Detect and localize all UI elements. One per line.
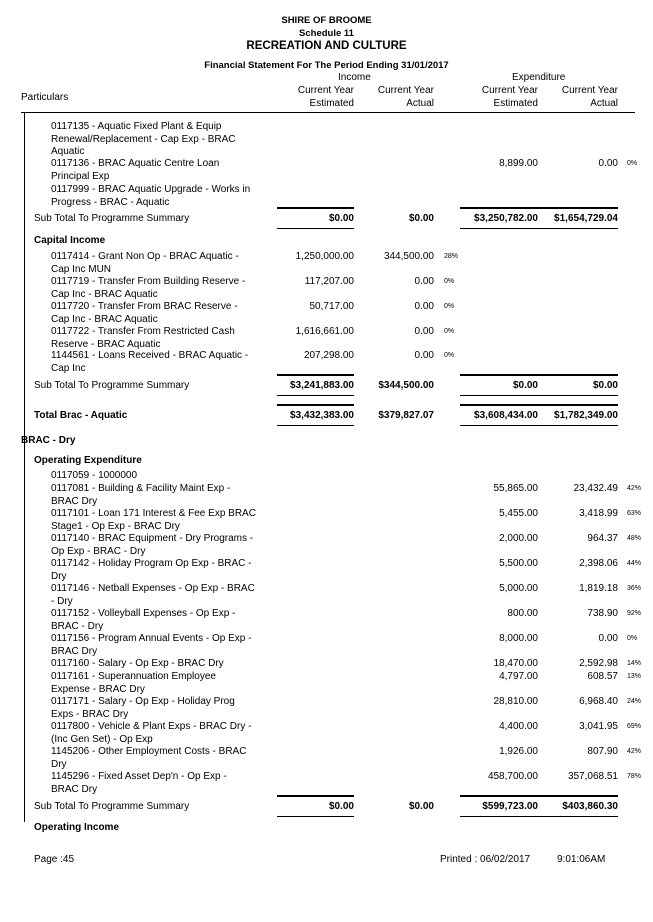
- subtotal-exp-est: $0.00: [512, 380, 538, 391]
- line-item-description: 1144561 - Loans Received - BRAC Aquatic - Cap Inc: [51, 350, 249, 374]
- line-item-description: 0117161 - Superannuation Employee Expense - BRAC Dry: [51, 671, 216, 695]
- line-item-exp-act: 964.37: [587, 533, 618, 544]
- schedule-label: Schedule 11: [299, 28, 354, 39]
- income-percent: 0%: [444, 352, 455, 359]
- expense-percent: 14%: [627, 660, 642, 667]
- line-item-exp-act: 3,418.99: [579, 508, 618, 519]
- subtotal-exp-est: $599,723.00: [482, 801, 538, 812]
- subtotal-exp-act: $403,860.30: [562, 801, 618, 812]
- expense-percent: 0%: [627, 635, 638, 642]
- line-item-description: 0117719 - Transfer From Building Reserve - Cap Inc - BRAC Aquatic: [51, 276, 246, 300]
- subtotal-exp-est: $3,250,782.00: [474, 213, 538, 224]
- income-estimated-header-2: Estimated: [309, 98, 354, 109]
- subtotal-underline-expense: [460, 228, 618, 229]
- line-item-inc-est: 1,616,661.00: [295, 326, 354, 337]
- expense-percent: 48%: [627, 535, 642, 542]
- line-item-inc-act: 0.00: [414, 350, 434, 361]
- expenditure-group-header: Expenditure: [512, 72, 566, 83]
- subtotal-inc-act: $0.00: [408, 801, 434, 812]
- subtotal-inc-est: $3,241,883.00: [290, 380, 354, 391]
- line-item-description: 0117146 - Netball Expenses - Op Exp - BRAC - Dry: [51, 583, 255, 607]
- expense-percent: 92%: [627, 610, 642, 617]
- line-item-exp-act: 2,592.98: [579, 658, 618, 669]
- line-item-exp-act: 608.57: [587, 671, 618, 682]
- line-item-inc-act: 0.00: [414, 301, 434, 312]
- expense-actual-header-2: Actual: [590, 98, 618, 109]
- subtotal-inc-act: $344,500.00: [378, 380, 434, 391]
- subtotal-inc-est: $3,432,383.00: [290, 410, 354, 421]
- subtotal-inc-act: $379,827.07: [378, 410, 434, 421]
- subtotal-rule-expense: [460, 374, 618, 376]
- subtotal-rule-income: [277, 374, 354, 376]
- org-name: SHIRE OF BROOME: [281, 15, 372, 26]
- subtotal-exp-act: $1,782,349.00: [554, 410, 618, 421]
- line-item-inc-est: 1,250,000.00: [295, 251, 354, 262]
- line-item-exp-est: 4,797.00: [499, 671, 538, 682]
- line-item-exp-act: 6,968.40: [579, 696, 618, 707]
- vertical-rule: [24, 112, 25, 822]
- group-heading: BRAC - Dry: [21, 435, 76, 446]
- expense-estimated-header-1: Current Year: [481, 85, 538, 96]
- subtotal-inc-act: $0.00: [408, 213, 434, 224]
- expense-actual-header-1: Current Year: [561, 85, 618, 96]
- line-item-exp-act: 738.90: [587, 608, 618, 619]
- line-item-description: 1145206 - Other Employment Costs - BRAC Dry: [51, 746, 247, 770]
- expense-percent: 69%: [627, 723, 642, 730]
- line-item-description: 0117171 - Salary - Op Exp - Holiday Prog Exps - BRAC Dry: [51, 696, 235, 720]
- line-item-description: 0117156 - Program Annual Events - Op Exp - BRAC Dry: [51, 633, 252, 657]
- subtotal-exp-act: $0.00: [592, 380, 618, 391]
- line-item-exp-act: 0.00: [598, 633, 618, 644]
- income-group-header: Income: [338, 72, 371, 83]
- expense-percent: 44%: [627, 560, 642, 567]
- line-item-description: 0117722 - Transfer From Restricted Cash Reserve - BRAC Aquatic: [51, 326, 235, 350]
- line-item-description: 0117800 - Vehicle & Plant Exps - BRAC Dry - (Inc Gen Set) - Op Exp: [51, 721, 252, 745]
- report-title: RECREATION AND CULTURE: [246, 40, 407, 52]
- subtotal-underline-expense: [460, 816, 618, 817]
- printed-time: 9:01:06AM: [557, 854, 606, 865]
- line-item-exp-est: 55,865.00: [493, 483, 538, 494]
- line-item-description: 0117135 - Aquatic Fixed Plant & Equip Renewal/Replacement - Cap Exp - BRAC Aquatic: [51, 121, 236, 157]
- line-item-description: 0117720 - Transfer From BRAC Reserve - Cap Inc - BRAC Aquatic: [51, 301, 238, 325]
- line-item-exp-est: 5,500.00: [499, 558, 538, 569]
- line-item-exp-est: 18,470.00: [493, 658, 538, 669]
- section-heading: Capital Income: [34, 235, 106, 246]
- header-divider: [21, 112, 635, 113]
- subtotal-rule-expense: [460, 207, 618, 209]
- line-item-inc-est: 50,717.00: [309, 301, 354, 312]
- line-item-exp-act: 2,398.06: [579, 558, 618, 569]
- income-percent: 0%: [444, 278, 455, 285]
- expense-estimated-header-2: Estimated: [493, 98, 538, 109]
- printed-date: Printed : 06/02/2017: [440, 854, 531, 865]
- expense-percent: 36%: [627, 585, 642, 592]
- expense-percent: 42%: [627, 748, 642, 755]
- expense-percent: 0%: [627, 160, 638, 167]
- line-item-exp-act: 807.90: [587, 746, 618, 757]
- subtotal-underline-income: [277, 425, 354, 426]
- subtotal-inc-est: $0.00: [328, 801, 354, 812]
- line-item-description: 0117136 - BRAC Aquatic Centre Loan Principal Exp: [51, 158, 220, 182]
- subtotal-rule-expense: [460, 404, 618, 406]
- income-actual-header-1: Current Year: [377, 85, 434, 96]
- income-percent: 0%: [444, 328, 455, 335]
- subtotal-rule-income: [277, 207, 354, 209]
- line-item-description: 0117101 - Loan 171 Interest & Fee Exp BRAC Stage1 - Op Exp - BRAC Dry: [51, 508, 256, 532]
- line-item-exp-est: 1,926.00: [499, 746, 538, 757]
- income-percent: 28%: [444, 253, 459, 260]
- income-estimated-header-1: Current Year: [297, 85, 354, 96]
- subtotal-rule-income: [277, 795, 354, 797]
- subtotal-rule-income: [277, 404, 354, 406]
- line-item-exp-est: 2,000.00: [499, 533, 538, 544]
- subtotal-exp-est: $3,608,434.00: [474, 410, 538, 421]
- subtotal-underline-income: [277, 228, 354, 229]
- line-item-exp-est: 28,810.00: [493, 696, 538, 707]
- line-item-exp-est: 5,455.00: [499, 508, 538, 519]
- line-item-description: 0117414 - Grant Non Op - BRAC Aquatic - Cap Inc MUN: [51, 251, 239, 275]
- line-item-inc-est: 117,207.00: [304, 276, 354, 287]
- subtotal-exp-act: $1,654,729.04: [554, 213, 618, 224]
- subtotal-underline-income: [277, 395, 354, 396]
- subtotal-rule-expense: [460, 795, 618, 797]
- line-item-description: 0117152 - Volleyball Expenses - Op Exp - BRAC - Dry: [51, 608, 236, 632]
- subtotal-inc-est: $0.00: [328, 213, 354, 224]
- line-item-exp-est: 800.00: [507, 608, 538, 619]
- line-item-exp-est: 8,000.00: [499, 633, 538, 644]
- line-item-description: 0117142 - Holiday Program Op Exp - BRAC - Dry: [51, 558, 252, 582]
- subtotal-underline-expense: [460, 425, 618, 426]
- subtotal-row-label: Sub Total To Programme Summary: [34, 801, 190, 812]
- expense-percent: 63%: [627, 510, 642, 517]
- line-item-description: 0117160 - Salary - Op Exp - BRAC Dry: [51, 658, 224, 669]
- line-item-exp-est: 458,700.00: [487, 771, 538, 782]
- line-item-description: 0117999 - BRAC Aquatic Upgrade - Works in Progress - BRAC - Aquatic: [51, 184, 251, 208]
- line-item-inc-est: 207,298.00: [303, 350, 354, 361]
- line-item-description: 1145296 - Fixed Asset Dep'n - Op Exp - BRAC Dry: [51, 771, 227, 795]
- line-item-description: 0117081 - Building & Facility Maint Exp - BRAC Dry: [51, 483, 231, 507]
- line-item-exp-act: 3,041.95: [579, 721, 618, 732]
- subtotal-row-label: Sub Total To Programme Summary: [34, 213, 190, 224]
- line-item-exp-act: 1,819.18: [579, 583, 618, 594]
- line-item-inc-act: 0.00: [414, 326, 434, 337]
- income-actual-header-2: Actual: [406, 98, 434, 109]
- page-number: Page :45: [34, 854, 75, 865]
- section-heading: Operating Expenditure: [34, 455, 142, 466]
- line-item-exp-act: 23,432.49: [573, 483, 618, 494]
- expense-percent: 13%: [627, 673, 642, 680]
- line-item-exp-est: 4,400.00: [499, 721, 538, 732]
- line-item-exp-est: 8,899.00: [499, 158, 538, 169]
- section-heading: Operating Income: [34, 822, 120, 833]
- statement-period: Financial Statement For The Period Ending 31/01/2017: [204, 60, 449, 71]
- line-item-exp-act: 357,068.51: [567, 771, 618, 782]
- expense-percent: 24%: [627, 698, 642, 705]
- particulars-header: Particulars: [21, 92, 69, 103]
- subtotal-row-label: Sub Total To Programme Summary: [34, 380, 190, 391]
- expense-percent: 42%: [627, 485, 642, 492]
- line-item-description: 0117140 - BRAC Equipment - Dry Programs - Op Exp - BRAC - Dry: [51, 533, 254, 557]
- line-item-exp-act: 0.00: [598, 158, 618, 169]
- subtotal-underline-income: [277, 816, 354, 817]
- total-row-label: Total Brac - Aquatic: [34, 410, 128, 421]
- line-item-description: 0117059 - 1000000: [51, 470, 138, 481]
- line-item-inc-act: 0.00: [414, 276, 434, 287]
- line-item-inc-act: 344,500.00: [383, 251, 434, 262]
- line-item-exp-est: 5,000.00: [499, 583, 538, 594]
- expense-percent: 78%: [627, 773, 642, 780]
- income-percent: 0%: [444, 303, 455, 310]
- subtotal-underline-expense: [460, 395, 618, 396]
